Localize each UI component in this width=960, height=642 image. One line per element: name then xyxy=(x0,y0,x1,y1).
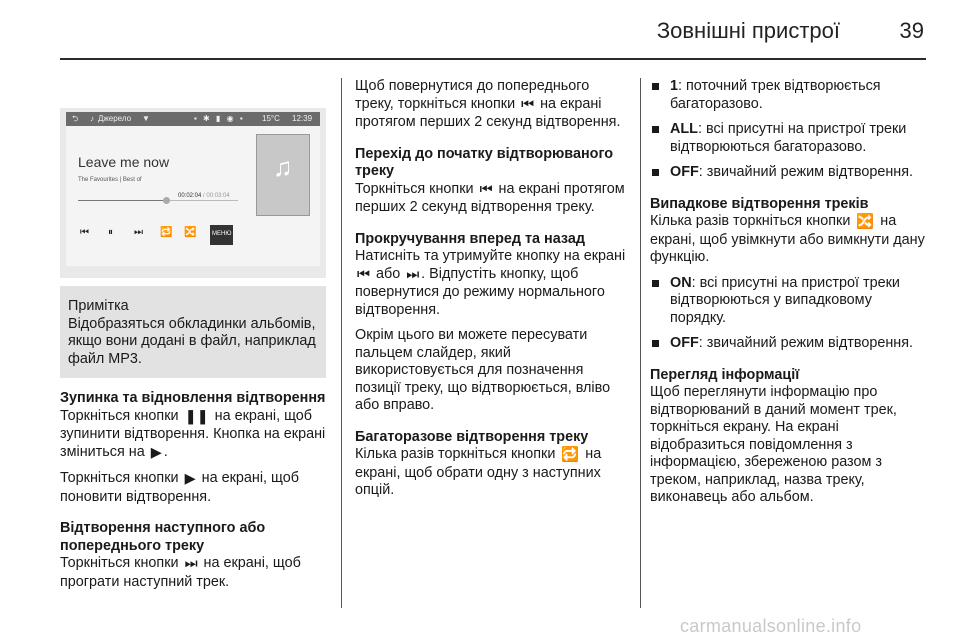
list-item xyxy=(650,164,928,182)
previous-icon: ⏮ xyxy=(479,181,493,198)
album-art xyxy=(256,134,310,216)
text: Торкніться кнопки xyxy=(355,180,478,197)
note-title: Примітка xyxy=(68,298,129,314)
text: . xyxy=(163,443,168,460)
section-heading: Багаторазове відтворення треку xyxy=(355,428,589,445)
bullet-icon xyxy=(652,126,659,133)
text: : звичайний режим відтворення. xyxy=(698,335,914,351)
section-pause-resume xyxy=(60,390,326,506)
paragraph xyxy=(355,446,631,500)
section-fast-forward-rewind xyxy=(355,231,631,415)
progress-fill xyxy=(78,200,166,201)
option-key: 1 xyxy=(670,78,679,94)
list-item xyxy=(650,78,928,113)
paragraph: Окрім цього ви можете пересувати пальцем слайдер, який використовується для позначення позиції треку, що відтворюється, вліво або вправо. xyxy=(355,327,611,413)
text: на екрані, щоб обрати одну з наступних опцій. xyxy=(355,446,602,498)
list-item xyxy=(650,121,928,156)
section-shuffle xyxy=(650,196,928,353)
play-icon: ▶ xyxy=(184,471,196,487)
section-info xyxy=(650,367,928,507)
option-key: ON xyxy=(670,274,692,291)
source-label: Джерело xyxy=(98,114,132,123)
paragraph xyxy=(60,470,326,506)
repeat-icon: 🔁 xyxy=(561,447,580,463)
header-divider xyxy=(60,58,926,60)
page-number: 39 xyxy=(899,18,924,43)
option-key: ALL xyxy=(670,121,698,137)
next-icon: ⏭ xyxy=(406,266,420,283)
previous-icon: ⏮ xyxy=(357,266,370,283)
time-elapsed: 00:02:04 xyxy=(178,193,202,199)
shuffle-icon[interactable]: 🔀 xyxy=(184,227,197,238)
clock: 12:39 xyxy=(292,114,313,123)
paragraph xyxy=(650,213,928,267)
section-heading: Випадкове відтворення треків xyxy=(650,195,869,212)
playback-controls xyxy=(78,224,248,238)
pause-icon: ❚❚ xyxy=(184,408,209,425)
section-heading: Перехід до початку відтворюваного треку xyxy=(355,145,614,179)
column-divider-2 xyxy=(640,78,641,608)
column-2 xyxy=(355,78,631,514)
text: : всі присутні на пристрої треки відтворюються у випадковому порядку. xyxy=(670,274,900,326)
paragraph xyxy=(60,555,326,591)
text: . Відпустіть кнопку, щоб повернутися до режиму нормального відтворення. xyxy=(355,265,605,318)
paragraph xyxy=(355,248,631,319)
note-box xyxy=(60,286,326,378)
menu-button[interactable]: МЕНЮ xyxy=(210,225,233,245)
section-heading: Перегляд інформації xyxy=(650,366,800,383)
paragraph xyxy=(355,78,631,132)
paragraph xyxy=(60,408,326,463)
text: Торкніться кнопки xyxy=(60,407,183,424)
bullet-icon xyxy=(652,83,659,90)
text: : всі присутні на пристрої треки відтворюються багаторазово. xyxy=(670,121,907,155)
section-heading: Прокручування вперед та назад xyxy=(355,230,586,247)
temperature: 15°C xyxy=(262,114,280,123)
text: на екрані, щоб зупинити відтворення. Кнопка на екрані зміниться на xyxy=(60,407,326,460)
text: Торкніться кнопки xyxy=(60,470,183,486)
text: на екрані, щоб програти наступний трек. xyxy=(60,555,301,590)
column-1 xyxy=(60,78,326,605)
back-icon: ⮌ xyxy=(72,114,79,123)
text: : поточний трек відтворюється багаторазово. xyxy=(670,78,881,112)
column-divider-1 xyxy=(341,78,342,608)
now-playing-screen xyxy=(66,126,320,266)
text: Торкніться кнопки xyxy=(60,555,183,571)
play-icon: ▶ xyxy=(150,444,162,461)
status-icons: ▪ ✱ ▮ ◉ ▪ xyxy=(194,114,245,123)
infotainment-screenshot xyxy=(60,78,326,286)
time-total: / 00:03:04 xyxy=(203,193,230,199)
bullet-icon xyxy=(652,169,659,176)
section-restart-track xyxy=(355,146,631,217)
text: Кількa разів торкніться кнопки xyxy=(650,213,855,229)
option-key: OFF xyxy=(670,335,699,351)
text: Щоб повернутися до попереднього треку, торкніться кнопки xyxy=(355,78,590,112)
note-text: Відобразяться обкладинки альбомів, якщо вони додані в файл, наприклад файл MP3. xyxy=(68,315,316,367)
track-title: Leave me now xyxy=(78,154,170,170)
section-repeat xyxy=(355,429,631,500)
text: Натисніть та утримуйте кнопку на екрані xyxy=(355,248,626,264)
next-icon[interactable]: ⏭ xyxy=(134,227,143,238)
track-subtitle: The Favourites | Best of xyxy=(78,177,142,183)
screen-status-bar xyxy=(66,112,320,126)
paragraph xyxy=(355,181,631,217)
watermark: carmanualsonline.info xyxy=(680,616,862,636)
paragraph: Щоб переглянути інформацію про відтворюваний в даний момент трек, торкніться екрану. На екрані відобразиться повідомлення з інформацією, збереженою разом з треком, наприклад, назва треку, виконавець або альбом. xyxy=(650,384,897,505)
next-icon: ⏭ xyxy=(184,556,198,572)
previous-icon: ⏮ xyxy=(521,96,535,113)
text: на екрані, щоб увімкнути або вимкнути дану функцію. xyxy=(650,213,925,265)
section-heading: Відтворення наступного або попереднього треку xyxy=(60,520,266,554)
chevron-down-icon: ▼ xyxy=(142,114,150,123)
list-item xyxy=(650,275,928,328)
shuffle-icon: 🔀 xyxy=(856,214,875,230)
text: Кількa разів торкніться кнопки xyxy=(355,446,560,462)
list-item xyxy=(650,335,928,353)
music-note-icon: ♪ xyxy=(90,114,94,123)
time-readout xyxy=(178,188,230,206)
bullet-icon xyxy=(652,280,659,287)
music-note-icon: ♫ xyxy=(273,152,293,182)
progress-track[interactable] xyxy=(78,200,238,201)
text: : звичайний режим відтворення. xyxy=(698,164,914,180)
text: на екрані протягом перших 2 секунд відтворення. xyxy=(355,95,621,130)
text: на екрані протягом перших 2 секунд відтворення треку. xyxy=(355,180,625,215)
text: на екрані, щоб поновити відтворення. xyxy=(60,470,299,505)
option-key: OFF xyxy=(670,164,699,180)
previous-icon[interactable]: ⏮ xyxy=(80,227,89,238)
section-heading: Зупинка та відновлення відтворення xyxy=(60,390,326,406)
bullet-icon xyxy=(652,340,659,347)
progress-slider-handle[interactable] xyxy=(163,197,170,204)
text: або xyxy=(371,265,405,282)
repeat-icon[interactable]: 🔁 xyxy=(160,227,173,238)
section-title: Зовнішні пристрої xyxy=(656,18,840,43)
pause-icon[interactable]: ⏸ xyxy=(108,227,113,238)
column-3 xyxy=(650,78,928,521)
section-next-previous xyxy=(60,520,326,591)
